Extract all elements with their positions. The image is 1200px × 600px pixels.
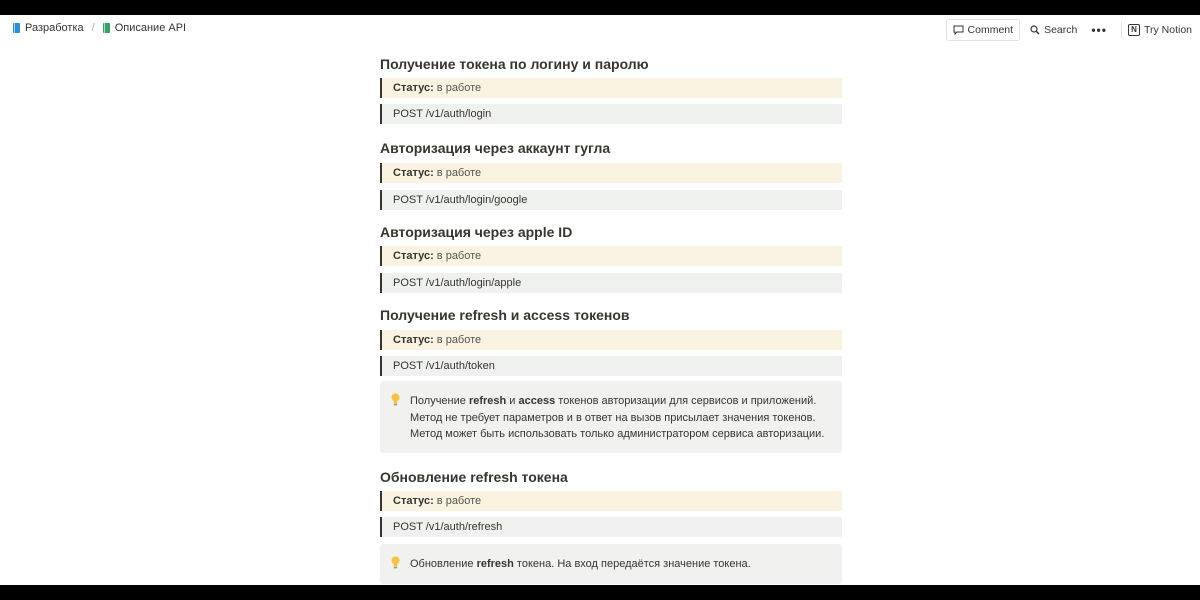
callout-text: и [506, 395, 519, 407]
callout-text: Получение [410, 395, 469, 407]
status-quote [380, 78, 842, 98]
endpoint-quote: POST /v1/auth/login [380, 104, 842, 124]
try-notion-label: Try Notion [1143, 24, 1192, 36]
green-book-icon [103, 23, 110, 33]
callout-block [380, 381, 842, 453]
status-value: в работе [436, 495, 482, 507]
section-heading: Авторизация через аккаунт гугла [380, 140, 611, 156]
status-quote [380, 163, 842, 183]
status-label: Статус: [393, 495, 434, 507]
breadcrumb-item-razrabotka[interactable] [13, 22, 84, 34]
search-button[interactable] [1030, 24, 1077, 36]
callout-bold-text: refresh [476, 558, 514, 570]
breadcrumb-item-opisanie-api[interactable] [103, 22, 186, 34]
comment-label: Comment [967, 24, 1014, 36]
breadcrumb-label: Описание API [114, 22, 187, 34]
top-actions [946, 19, 1200, 41]
notion-logo-icon: N [1128, 24, 1140, 36]
search-icon [1030, 25, 1040, 35]
endpoint-quote: POST /v1/auth/refresh [380, 517, 842, 537]
lightbulb-icon [391, 393, 400, 407]
status-quote [380, 330, 842, 350]
callout-text: токена. На вход передаётся значение токена. [513, 558, 751, 570]
endpoint-quote: POST /v1/auth/login/google [380, 190, 842, 210]
status-quote [380, 491, 842, 511]
callout-bold-text: refresh [468, 395, 507, 407]
status-value: в работе [436, 82, 482, 94]
callout-line: Метод не требует параметров и в ответ на вызов присылает значения токенов. [410, 411, 816, 424]
status-value: в работе [436, 334, 482, 346]
endpoint-quote: POST /v1/auth/login/apple [380, 273, 842, 293]
comment-button[interactable] [946, 19, 1021, 41]
section-heading: Получение refresh и access токенов [380, 307, 630, 323]
callout-text: токенов авторизации для сервисов и приложений. [555, 395, 817, 407]
status-value: в работе [436, 167, 482, 179]
callout-bold-text: access [518, 395, 556, 407]
callout-line [410, 556, 830, 573]
callout-block [380, 544, 842, 584]
comment-icon [953, 25, 964, 35]
status-label: Статус: [393, 167, 434, 179]
lightbulb-icon [391, 556, 400, 570]
breadcrumb [13, 22, 186, 34]
callout-text: Обновление [410, 558, 477, 570]
status-value: в работе [436, 250, 482, 262]
status-label: Статус: [393, 82, 434, 94]
section-heading: Получение токена по логину и паролю [380, 56, 649, 72]
try-notion-button[interactable] [1128, 24, 1192, 36]
toolbar-divider [1121, 22, 1122, 38]
callout-line: Метод может быть использовать только администратором сервиса авторизации. [410, 428, 825, 440]
top-bar [0, 15, 1200, 45]
status-label: Статус: [393, 334, 434, 346]
section-heading: Обновление refresh токена [380, 469, 568, 485]
notion-page [0, 15, 1200, 585]
blue-book-icon [13, 23, 20, 33]
endpoint-quote: POST /v1/auth/token [380, 356, 842, 376]
callout-line [410, 393, 830, 410]
status-label: Статус: [393, 250, 434, 262]
search-label: Search [1044, 24, 1078, 36]
breadcrumb-label: Разработка [25, 22, 84, 34]
breadcrumb-separator: / [91, 22, 95, 34]
status-quote [380, 246, 842, 266]
more-options-button[interactable]: ••• [1091, 23, 1107, 37]
section-heading: Авторизация через apple ID [380, 224, 573, 240]
